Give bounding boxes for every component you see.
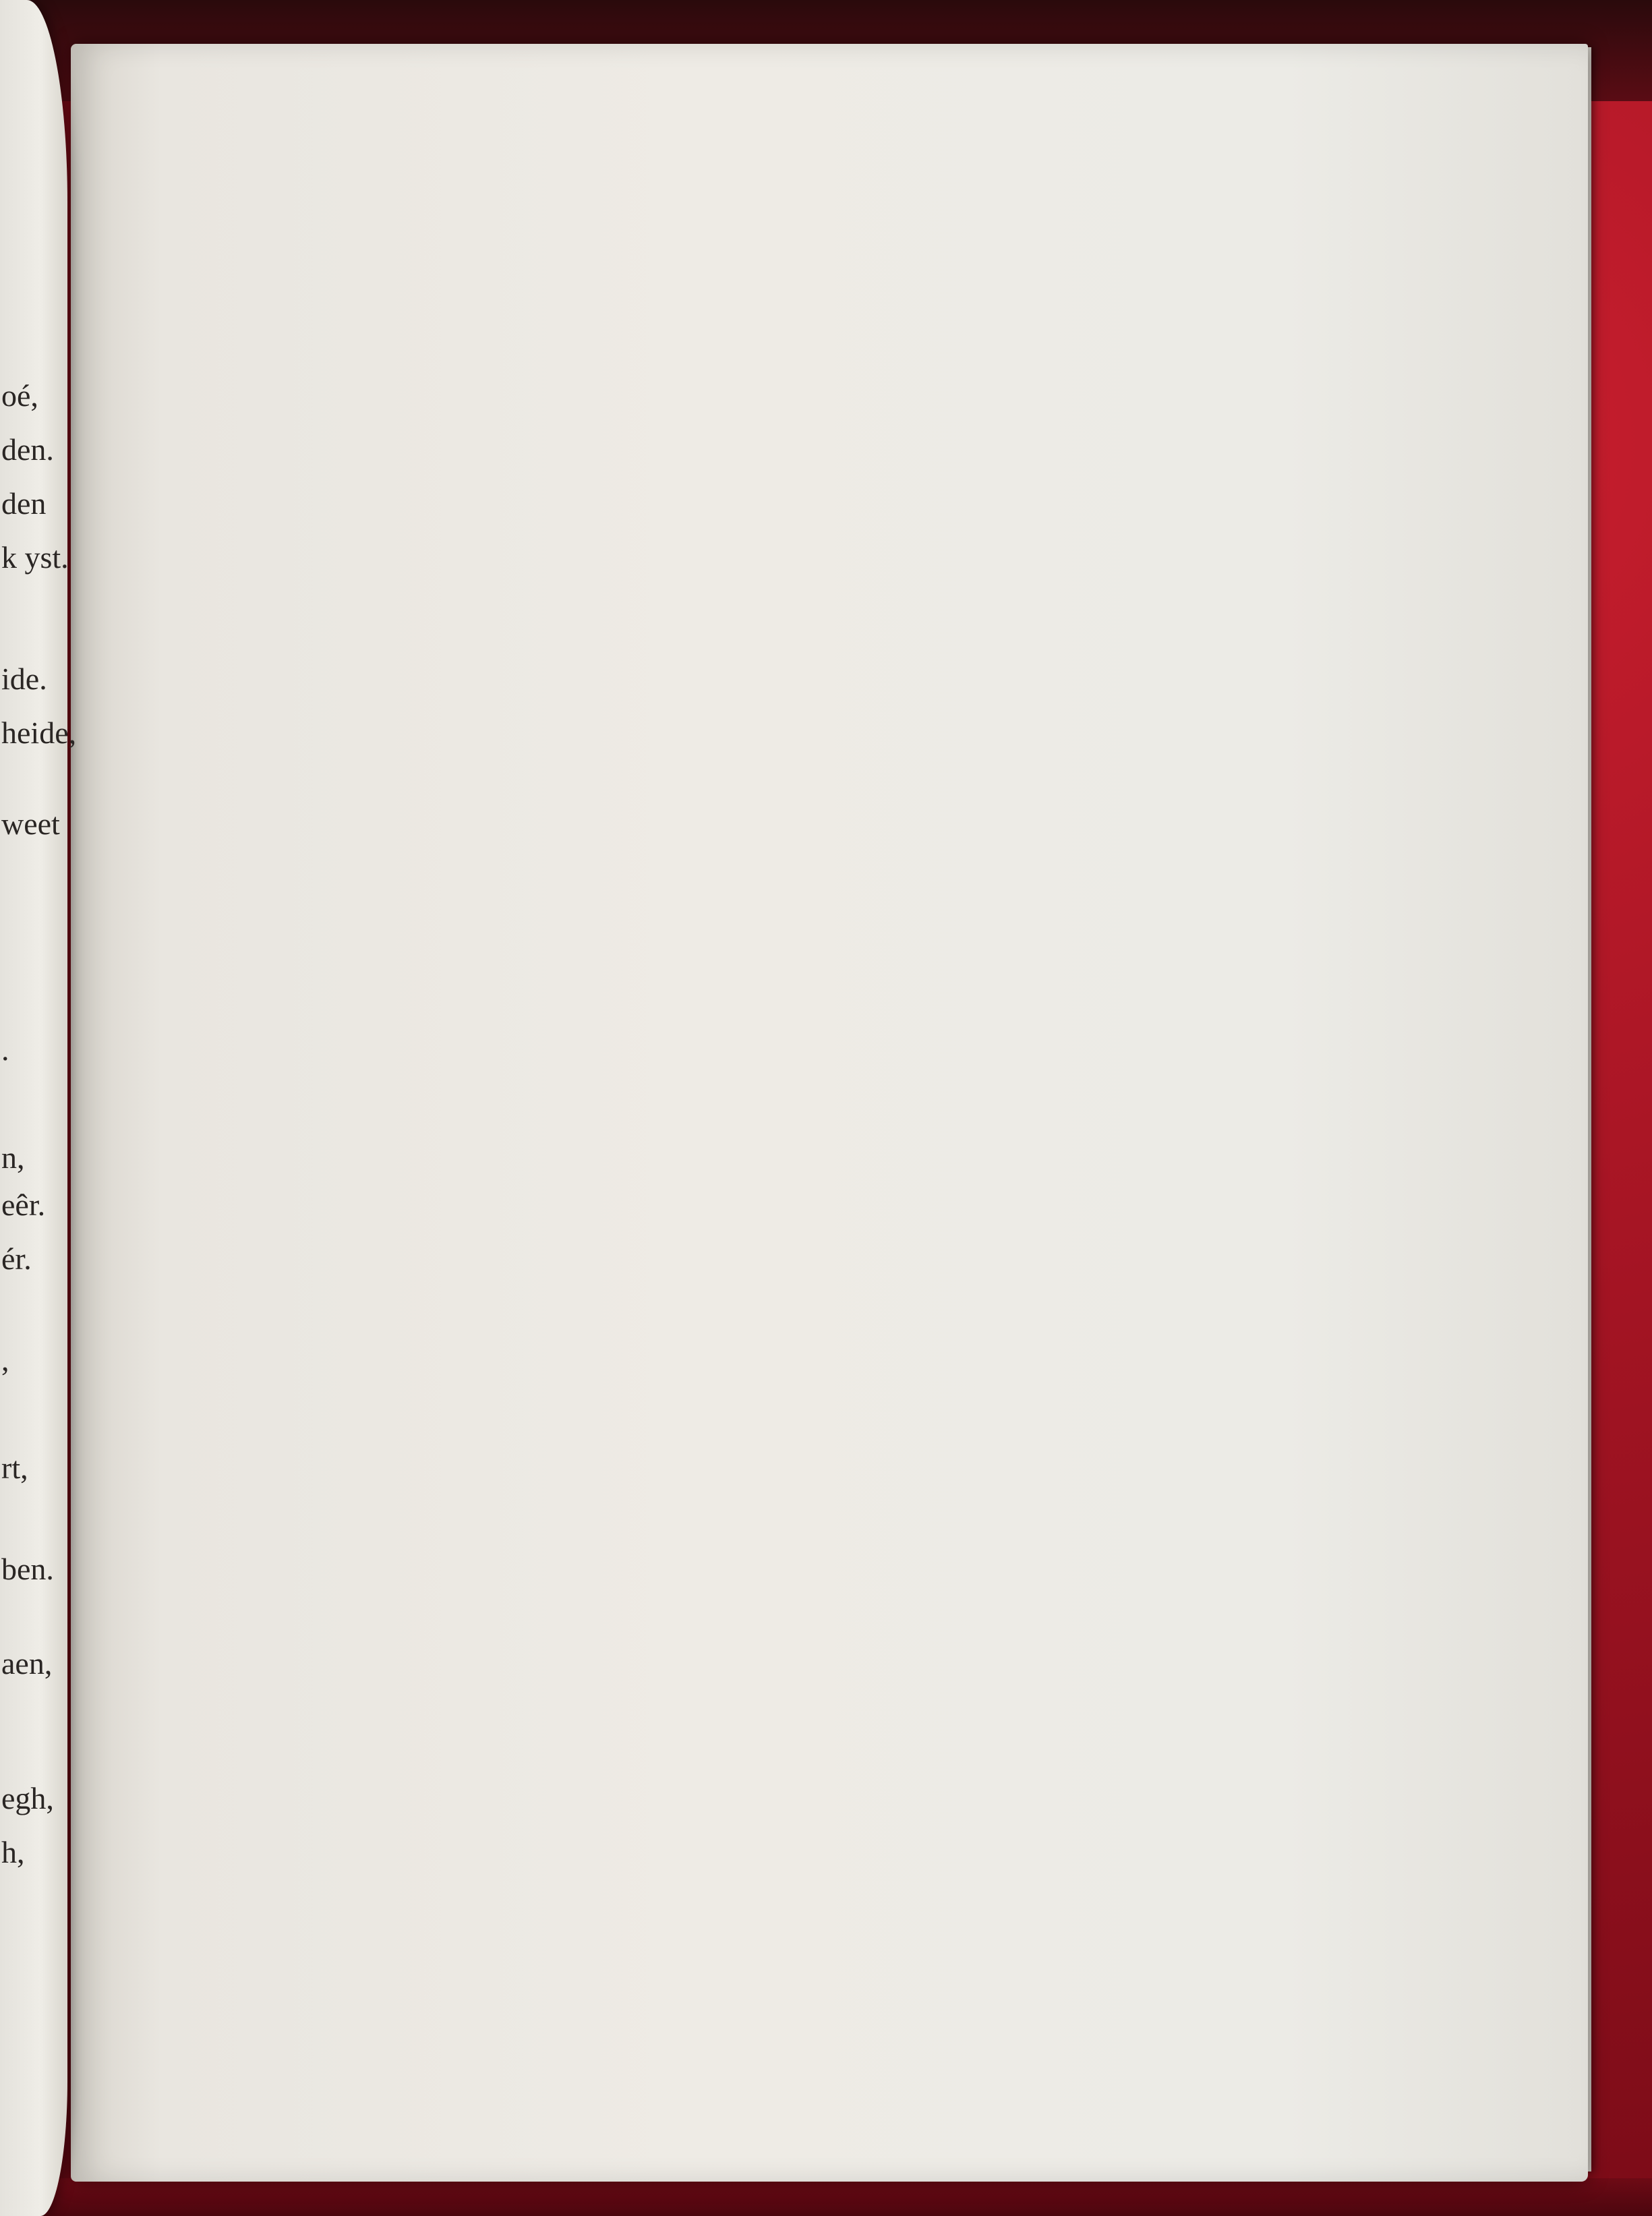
facing-page-text-fragment: oé, — [1, 378, 38, 413]
book-page — [71, 44, 1588, 2182]
facing-page-text-fragment: aen, — [1, 1646, 53, 1681]
facing-page-text-fragment: heide, — [1, 716, 77, 750]
facing-page-text-fragment: h, — [1, 1835, 25, 1869]
facing-page-text-fragment: ide. — [1, 662, 47, 696]
facing-page-text-fragment: ér. — [1, 1242, 32, 1276]
red-cloth-bottom — [0, 2178, 1652, 2216]
facing-page-text-fragment: den. — [1, 432, 54, 467]
facing-page-edge — [0, 0, 77, 2216]
facing-page-text-fragment: den — [1, 486, 47, 521]
facing-page-text-fragment: rt, — [1, 1451, 28, 1485]
facing-page-text-fragment: eêr. — [1, 1188, 46, 1222]
facing-page-text-fragment: k yst. — [1, 540, 69, 575]
facing-page-text-fragment: n, — [1, 1140, 25, 1175]
facing-page-text-fragment: , — [1, 1343, 9, 1377]
facing-page-text-fragment: . — [1, 1032, 9, 1067]
facing-page-text-fragment: ben. — [1, 1552, 54, 1586]
facing-page-text-fragment: egh, — [1, 1781, 54, 1815]
facing-page-text-fragment: weet — [1, 807, 60, 841]
